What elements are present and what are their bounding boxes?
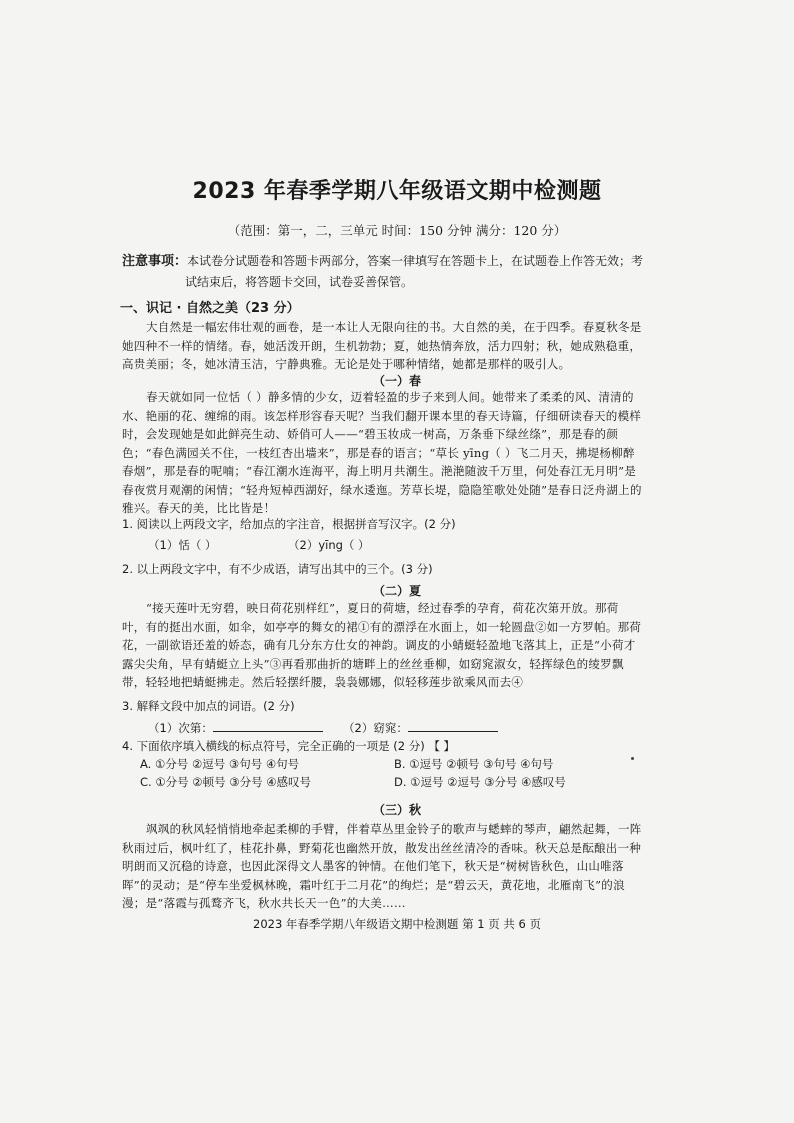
page-title: 2023 年春季学期八年级语文期中检测题 bbox=[192, 179, 602, 204]
q1-answer-1[interactable]: （1）恬（ ） bbox=[148, 538, 217, 552]
spring-paragraph: 春天就如同一位恬（ ）静多情的少女，迈着轻盈的步子来到人间。她带来了柔柔的风、清清的水、艳丽的花、缠绵的雨。该怎样形容春天呢？当我们翻开课本里的春天诗篇，仔细研读春天的模样时，会发现她是如此鲜亮生动、娇俏可人——“碧玉妆成一树高，万条垂下绿丝绦”，那是春的颜色；“春色满园关不住，一枝红杏出墙来”，那是春的语言；“草长 yīng（ ）飞二月天，拂堤杨柳醉春烟”，那是春的呢喃；“春江潮水连海平，海上明月共潮生。滟滟随波千万里，何处春江无月明”是春夜赏月观潮的闲情；“轻舟短棹西湖好，绿水逶迤。芳草长堤，隐隐笙歌处处随”是春日泛舟湖上的雅兴。春天的美，比比皆是！ bbox=[122, 390, 642, 515]
notice-line-2: 试结束后，将答题卡交回，试卷妥善保管。 bbox=[185, 275, 414, 289]
summer-paragraph: “接天莲叶无穷碧，映日荷花别样红”，夏日的荷塘，经过春季的孕育，荷花次第开放。那荷叶，有的挺出水面，如伞，如亭亭的舞女的裙①有的漂浮在水面上，如一轮圆盘②如一方罗帕。那荷花，一副欲语还羞的娇态，确有几分东方仕女的神韵。调皮的小蜻蜓轻盈地飞落其上，正是“小荷才露尖尖角，早有蜻蜓立上头”③再看那曲折的塘畔上的丝丝垂柳，如窈窕淑女，轻挥绿色的绫罗飘带，轻轻地把蜻蜓拂走。然后轻摆纤腰，袅袅娜娜，似轻移莲步欲乘风而去④ bbox=[122, 601, 642, 689]
notice-line-1: 本试卷分试题卷和答题卡两部分，答案一律填写在答题卡上，在试题卷上作答无效；考 bbox=[187, 254, 644, 268]
question-1: 1. 阅读以上两段文字，给加点的字注音，根据拼音写汉字。(2 分) bbox=[122, 517, 456, 531]
q3-answer-2[interactable] bbox=[343, 719, 498, 736]
autumn-heading: （三）秋 bbox=[372, 803, 421, 817]
question-2: 2. 以上两段文字中，有不少成语，请写出其中的三个。(3 分) bbox=[122, 562, 433, 576]
q3-blank-1[interactable] bbox=[213, 719, 323, 732]
question-4: 4. 下面依序填入横线的标点符号，完全正确的一项是 (2 分) 【 】 bbox=[122, 739, 456, 753]
notice-label: 注意事项： bbox=[122, 254, 188, 269]
q4-option-a[interactable]: A. ①分号 ②逗号 ③句号 ④句号 bbox=[140, 757, 300, 771]
notice-block bbox=[122, 251, 662, 292]
page-footer: 2023 年春季学期八年级语文期中检测题 第 1 页 共 6 页 bbox=[253, 917, 541, 931]
q4-option-b[interactable]: B. ①逗号 ②顿号 ③句号 ④句号 bbox=[394, 757, 554, 771]
q3-label-2: （2）窈窕： bbox=[343, 721, 408, 735]
question-3: 3. 解释文段中加点的词语。(2 分) bbox=[122, 699, 295, 713]
q4-option-c[interactable]: C. ①分号 ②顿号 ③分号 ④感叹号 bbox=[140, 775, 312, 789]
autumn-paragraph: 飒飒的秋风轻悄悄地牵起柔柳的手臂，伴着草丛里金铃子的歌声与蟋蟀的琴声，翩然起舞，一阵秋雨过后，枫叶红了，桂花扑鼻，野菊花也幽然开放，散发出丝丝清冷的香味。秋天总是酝酿出一种明朗而又沉稳的诗意，也因此深得文人墨客的钟情。在他们笔下，秋天是“树树皆秋色，山山唯落晖”的灵动；是“停车坐爱枫林晚，霜叶红于二月花”的绚烂；是“碧云天，黄花地，北雁南飞”的浪漫；是“落霞与孤鹜齐飞，秋水共长天一色”的大美…… bbox=[122, 822, 642, 910]
q4-option-d[interactable]: D. ①逗号 ②逗号 ③分号 ④感叹号 bbox=[394, 775, 566, 789]
q3-label-1: （1）次第： bbox=[148, 721, 213, 735]
q3-answer-1[interactable] bbox=[148, 719, 323, 736]
q1-answer-2[interactable]: （2）yīng（ ） bbox=[288, 538, 370, 552]
intro-paragraph: 大自然是一幅宏伟壮观的画卷，是一本让人无限向往的书。大自然的美，在于四季。春夏秋冬是她四种不一样的情绪。春，她活泼开朗，生机勃勃；夏，她热情奔放，活力四射；秋，她成熟稳重，高贵美丽；冬，她冰清玉洁，宁静典雅。无论是处于哪种情绪，她都是那样的吸引人。 bbox=[122, 320, 642, 371]
summer-heading: （二）夏 bbox=[372, 584, 421, 598]
exam-info: （范围：第一，二，三单元 时间：150 分钟 满分：120 分） bbox=[227, 223, 567, 238]
scan-speck bbox=[631, 757, 634, 760]
section-heading: 一、识记 · 自然之美（23 分） bbox=[120, 301, 300, 316]
spring-heading: （一）春 bbox=[372, 374, 421, 388]
q3-blank-2[interactable] bbox=[408, 719, 498, 732]
